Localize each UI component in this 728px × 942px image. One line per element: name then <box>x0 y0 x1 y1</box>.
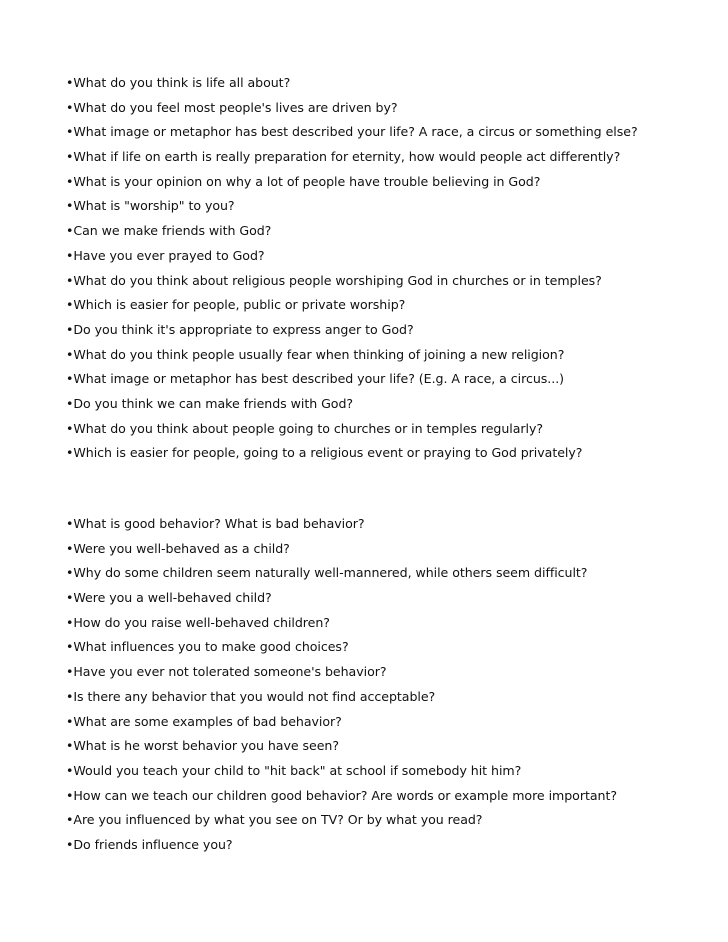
list-item: •Do you think we can make friends with God? <box>66 395 354 411</box>
question-list <box>66 74 706 861</box>
list-item: •What do you feel most people's lives are driven by? <box>66 99 398 115</box>
list-item: •What image or metaphor has best described your life? (E.g. A race, a circus...) <box>66 371 565 387</box>
section-behavior-questions <box>66 515 706 861</box>
list-item: •What do you think about people going to churches or in temples regularly? <box>66 420 544 436</box>
list-item: •How do you raise well-behaved children? <box>66 614 330 630</box>
list-item: •Which is easier for people, going to a religious event or praying to God privately? <box>66 445 583 461</box>
list-item: •What do you think about religious people worshiping God in churches or in temples? <box>66 272 602 288</box>
section-spacer <box>66 469 706 515</box>
list-item: •What do you think people usually fear when thinking of joining a new religion? <box>66 346 565 362</box>
list-item: •Have you ever prayed to God? <box>66 247 265 263</box>
list-item: •What is good behavior? What is bad behavior? <box>66 516 365 531</box>
list-item: •Do you think it's appropriate to express anger to God? <box>66 321 414 337</box>
list-item: •What image or metaphor has best described your life? A race, a circus or something else? <box>66 124 638 140</box>
list-item: •Would you teach your child to "hit back" at school if somebody hit him? <box>66 762 522 778</box>
list-item: •Which is easier for people, public or private worship? <box>66 297 406 313</box>
list-item: •What is your opinion on why a lot of people have trouble believing in God? <box>66 173 541 189</box>
list-item: •What do you think is life all about? <box>66 75 291 90</box>
list-item: •What if life on earth is really preparation for eternity, how would people act differently? <box>66 149 621 165</box>
list-item: •Have you ever not tolerated someone's behavior? <box>66 664 387 680</box>
list-item: •What is he worst behavior you have seen? <box>66 738 340 754</box>
list-item: •What are some examples of bad behavior? <box>66 713 342 729</box>
list-item: •Were you a well-behaved child? <box>66 590 272 606</box>
section-religion-questions <box>66 74 706 469</box>
list-item: •What is "worship" to you? <box>66 198 235 214</box>
list-item: •How can we teach our children good behavior? Are words or example more important? <box>66 787 617 803</box>
list-item: •Can we make friends with God? <box>66 223 272 239</box>
list-item: •Is there any behavior that you would not find acceptable? <box>66 688 436 704</box>
list-item: •Were you well-behaved as a child? <box>66 540 290 556</box>
list-item: •Do friends influence you? <box>66 836 233 852</box>
list-item: •What influences you to make good choices? <box>66 639 349 655</box>
list-item: •Are you influenced by what you see on TV? Or by what you read? <box>66 812 483 828</box>
list-item: •Why do some children seem naturally well-mannered, while others seem difficult? <box>66 565 588 581</box>
